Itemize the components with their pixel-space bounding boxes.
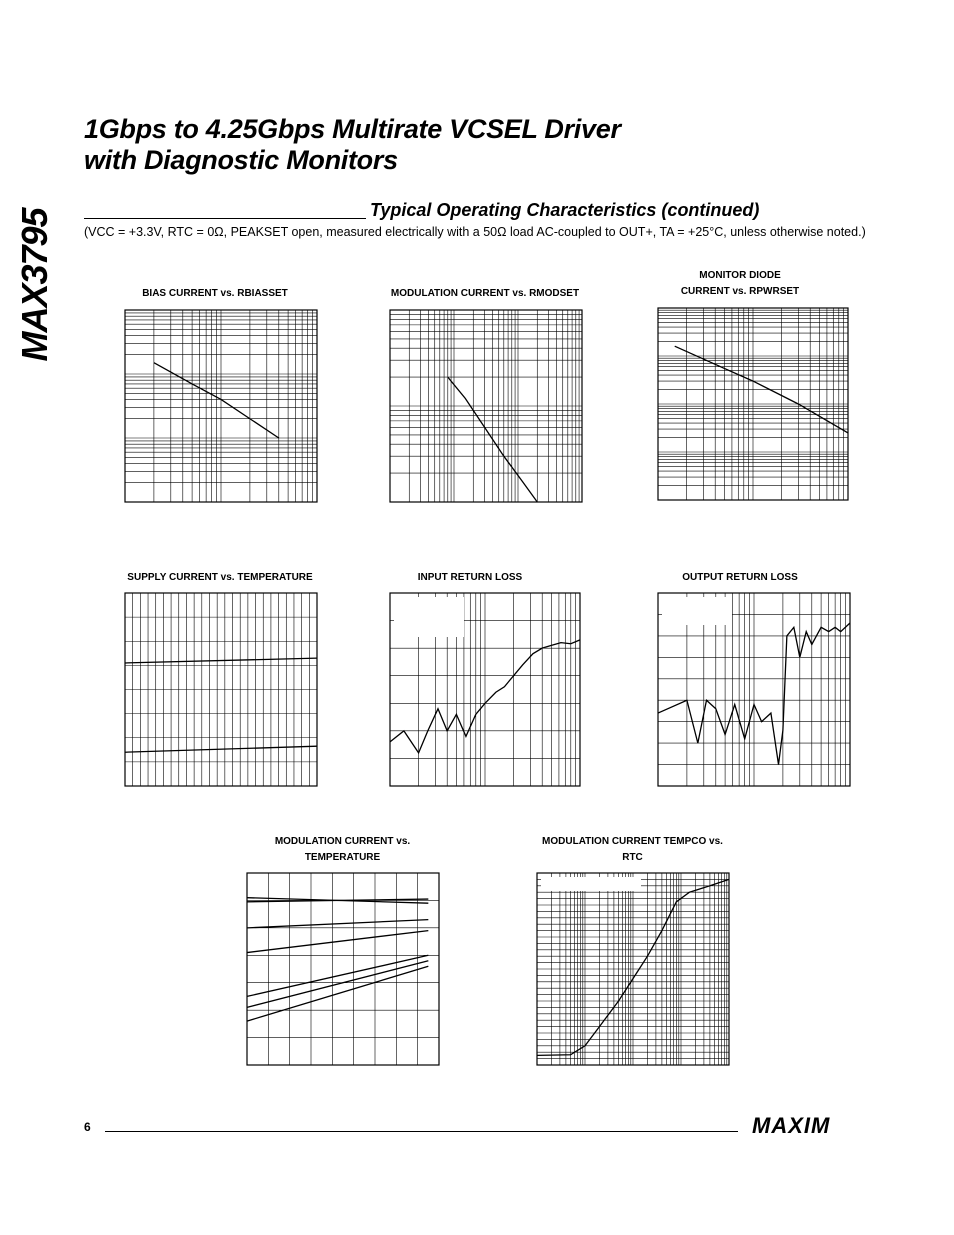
chart-title-outret: OUTPUT RETURN LOSS [682, 572, 798, 583]
chart-title-tempco: MODULATION CURRENT TEMPCO vs. RTC [542, 836, 723, 863]
annotation-box [662, 597, 732, 625]
footer-rule [105, 1131, 738, 1132]
page-number: 6 [84, 1120, 91, 1134]
maxim-logo [752, 1114, 860, 1136]
chart-title-bias: BIAS CURRENT vs. RBIASSET [142, 288, 288, 299]
chart-title-modtemp: MODULATION CURRENT vs. TEMPERATURE [274, 836, 411, 863]
series-line [247, 920, 428, 928]
conditions-note: (VCC = +3.3V, RTC = 0Ω, PEAKSET open, measured electrically with a 50Ω load AC-coupled to OUT+, TA = +25°C, unless otherwise noted.) [84, 225, 866, 239]
section-heading: Typical Operating Characteristics (continued) [370, 200, 760, 220]
page-title: 1Gbps to 4.25Gbps Multirate VCSEL Driver with Diagnostic Monitors [84, 114, 621, 175]
series-line [247, 966, 428, 1021]
chart-inret [345, 585, 605, 825]
chart-outret [608, 585, 868, 825]
chart-tempco [485, 862, 745, 1102]
series-line [125, 746, 317, 752]
chart-mon [608, 300, 868, 540]
annotation-box [541, 877, 641, 891]
annotation-box [394, 597, 464, 637]
svg-text:MAXIM: MAXIM [752, 1114, 831, 1136]
series-line [247, 961, 428, 1008]
chart-modtemp [205, 862, 455, 1102]
series-line [247, 955, 428, 996]
chart-supply [80, 585, 340, 825]
series-line [247, 931, 428, 953]
chart-title-supply: SUPPLY CURRENT vs. TEMPERATURE [127, 572, 313, 583]
section-rule [84, 218, 366, 219]
series-line [125, 658, 317, 663]
chart-title-mon: MONITOR DIODE CURRENT vs. RPWRSET [680, 270, 800, 297]
chart-mod [345, 300, 605, 540]
chart-title-inret: INPUT RETURN LOSS [417, 572, 523, 583]
part-number-side: MAX3795 [14, 208, 55, 362]
chart-title-mod: MODULATION CURRENT vs. RMODSET [390, 288, 580, 299]
chart-bias [80, 300, 340, 540]
